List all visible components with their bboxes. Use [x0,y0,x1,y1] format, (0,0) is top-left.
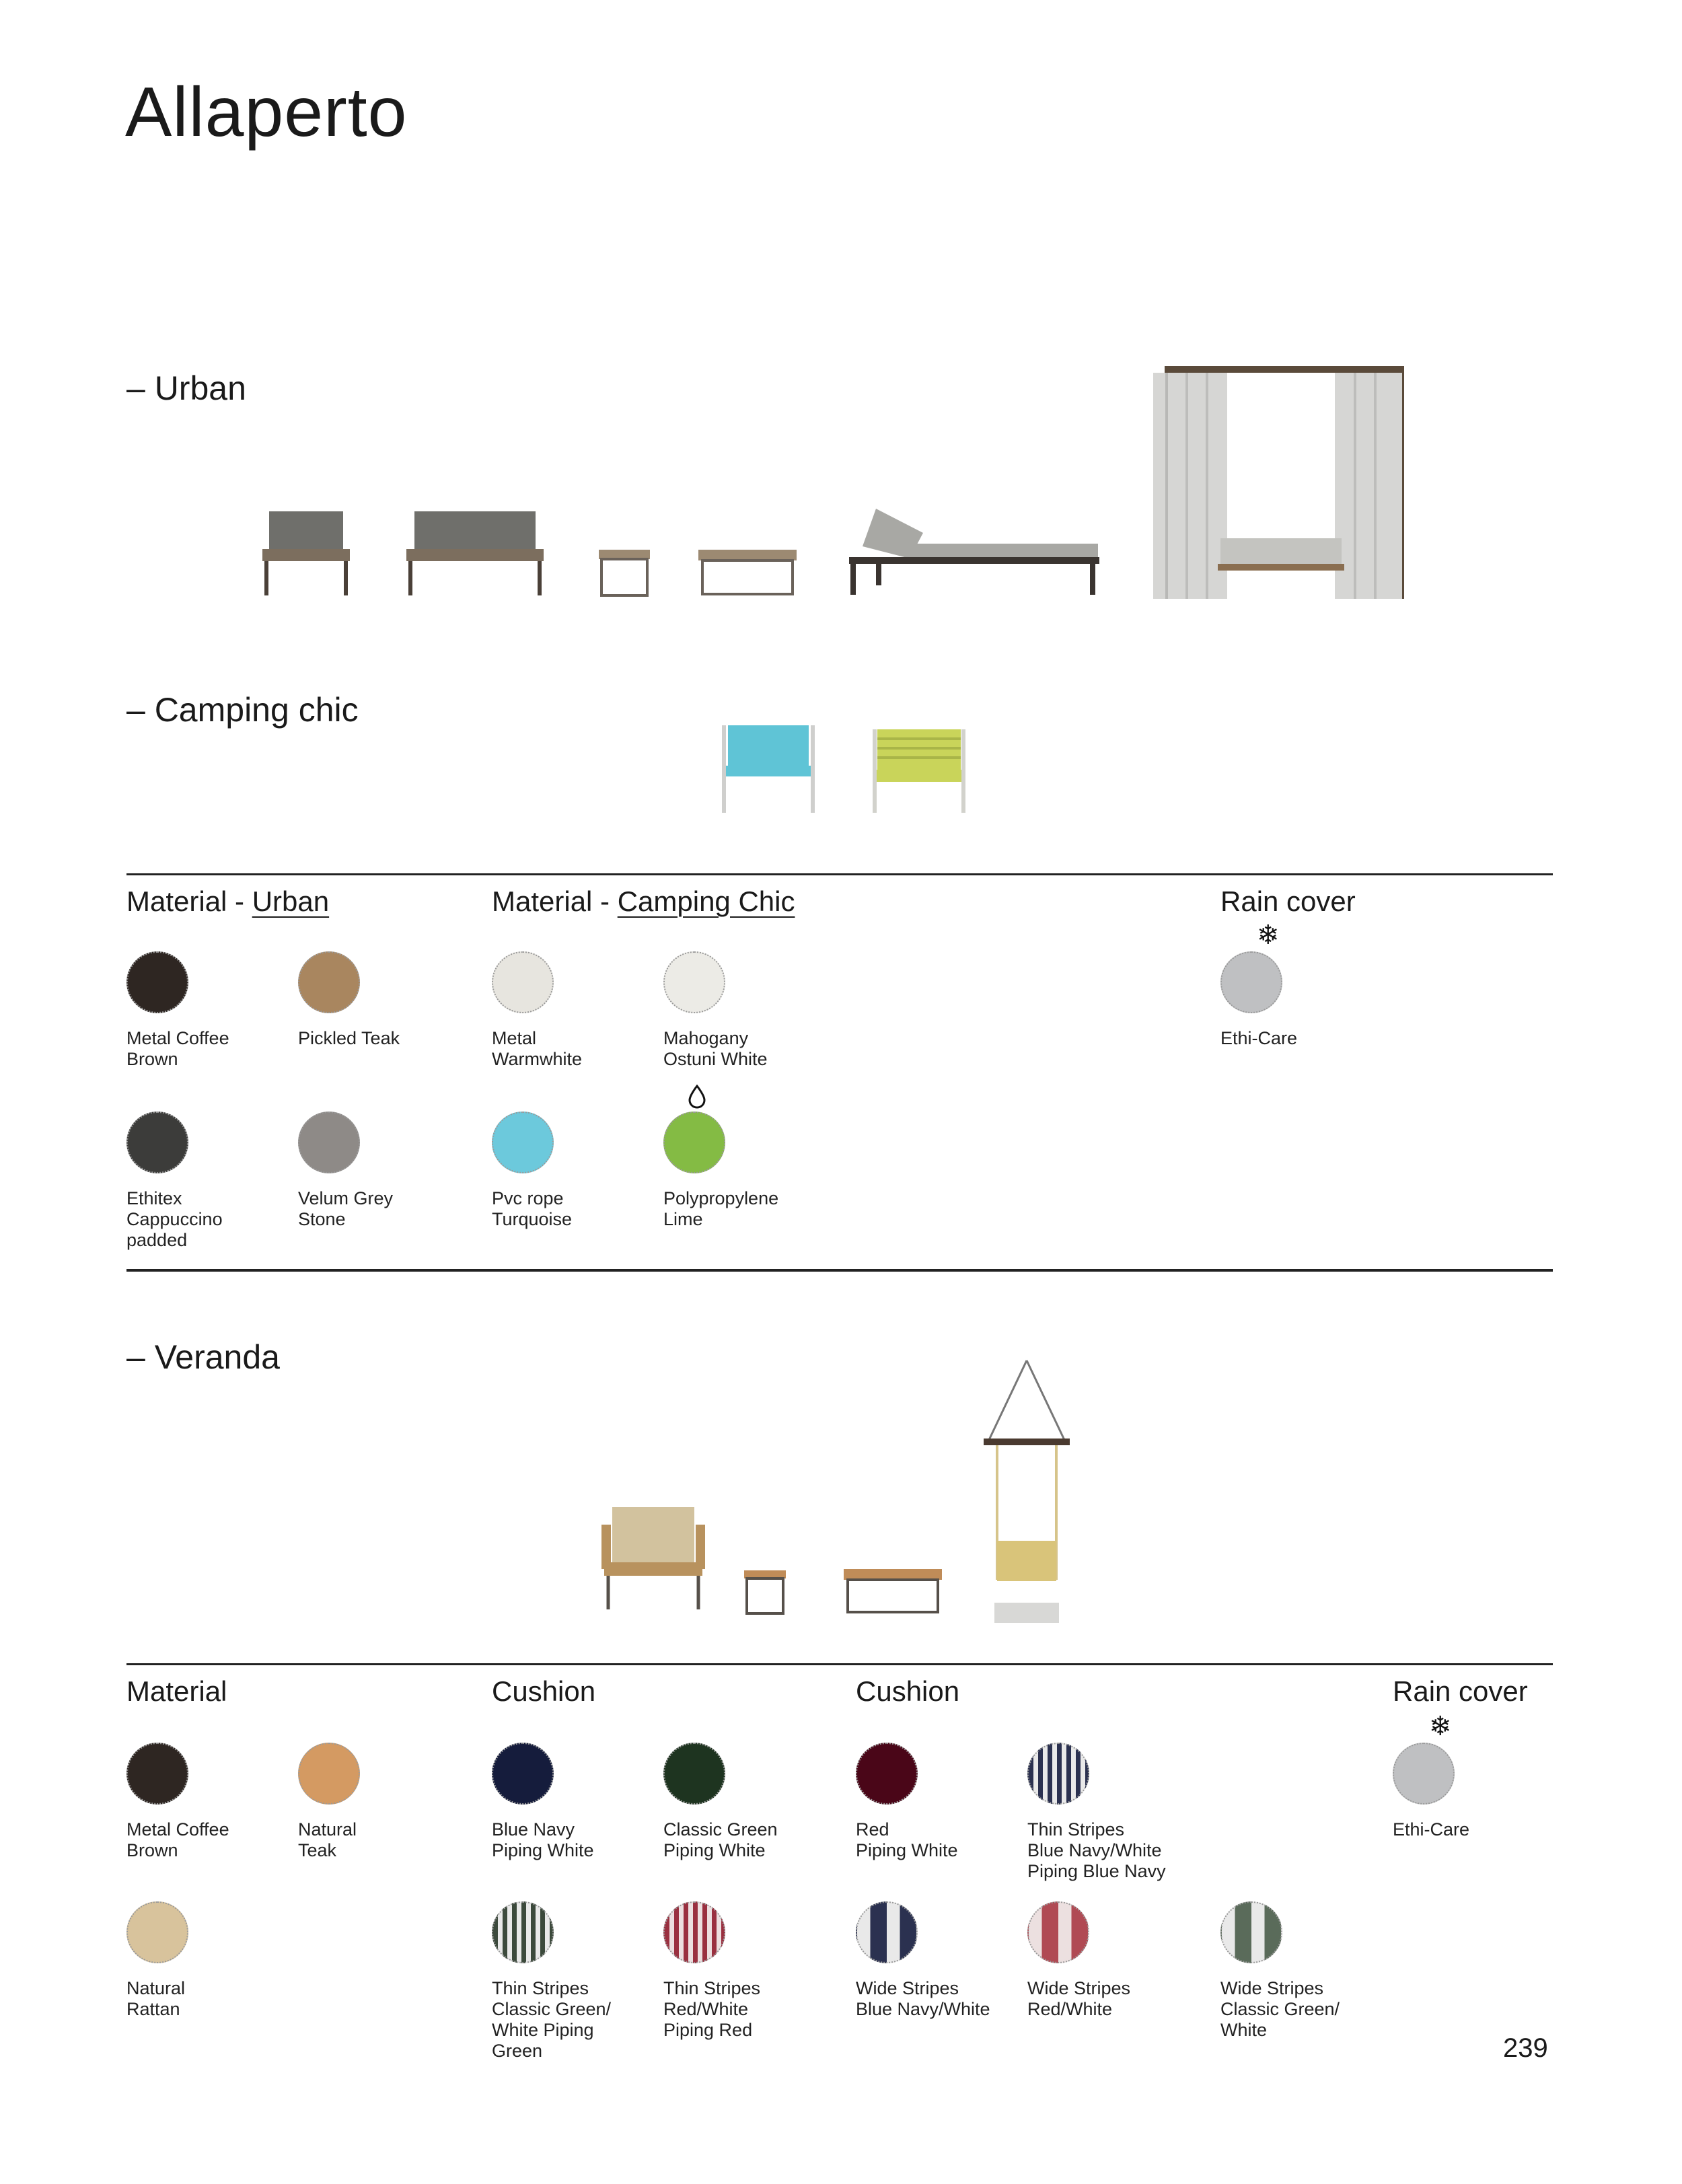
rain-cover-header-bottom: Rain cover [1393,1675,1528,1707]
veranda-side-table-image [743,1569,787,1616]
snowflake-icon: ❄ [1429,1712,1452,1741]
material-camping-link[interactable]: Camping Chic [617,885,795,917]
bottom-swatch-label: Natural Rattan [126,1978,186,2019]
material-camping-header [492,885,795,918]
bottom-swatch-label: Blue Navy Piping White [492,1819,594,1860]
bottom-swatch-label: Classic Green Piping White [663,1819,778,1860]
material-header: Material [126,1675,227,1707]
bottom-swatch-label: Metal Coffee Brown [126,1819,229,1860]
bottom-swatch[interactable] [1220,1901,1282,1963]
cushion-header-2: Cushion [856,1675,960,1707]
top-swatch[interactable] [298,1112,360,1173]
top-swatch[interactable] [492,1112,554,1173]
veranda-hanging-chair-image [984,1358,1070,1627]
top-swatch-label: Metal Coffee Brown [126,1028,229,1069]
top-swatch[interactable] [492,951,554,1013]
bottom-swatch[interactable] [1027,1901,1089,1963]
bottom-swatch-label: Natural Teak [298,1819,357,1860]
bottom-swatch[interactable] [663,1901,725,1963]
divider-bottom [126,1663,1553,1665]
bottom-swatch-label: Red Piping White [856,1819,958,1860]
material-urban-link[interactable]: Urban [252,885,330,917]
bottom-swatch[interactable] [492,1743,554,1805]
top-swatch-label: Ethi-Care [1220,1028,1298,1048]
top-swatch-label: Metal Warmwhite [492,1028,583,1069]
camping-lime-armchair-image [869,727,969,815]
material-urban-prefix: Material - [126,885,252,917]
bottom-swatch-label: Thin Stripes Blue Navy/White Piping Blue Navy [1027,1819,1166,1881]
page-title: Allaperto [125,73,408,151]
urban-side-table-image [597,548,651,599]
top-swatch[interactable] [126,951,188,1013]
urban-coffee-table-image [697,548,798,599]
urban-sofa-image [401,505,549,599]
bottom-swatch[interactable] [126,1743,188,1805]
veranda-coffee-table-image [842,1568,943,1616]
top-swatch-label: Pvc rope Turquoise [492,1188,573,1229]
top-swatch[interactable] [1220,951,1282,1013]
camping-turquoise-armchair-image [717,721,819,815]
bottom-swatch[interactable] [298,1743,360,1805]
divider-top [126,873,1553,875]
bottom-swatch[interactable] [126,1901,188,1963]
top-swatch-label: Polypropylene Lime [663,1188,779,1229]
top-swatch[interactable] [663,1112,725,1173]
bottom-swatch-label: Wide Stripes Classic Green/ White [1220,1978,1340,2040]
bottom-swatch-label: Ethi-Care [1393,1819,1470,1840]
top-swatch-label: Mahogany Ostuni White [663,1028,768,1069]
material-camping-prefix: Material - [492,885,618,917]
top-swatch-label: Pickled Teak [298,1028,400,1048]
bottom-swatch[interactable] [1393,1743,1455,1805]
snowflake-icon: ❄ [1257,920,1280,950]
urban-daybed-canopy-image [1153,363,1409,606]
bottom-swatch[interactable] [492,1901,554,1963]
urban-armchair-image [256,505,357,599]
bottom-swatch-label: Wide Stripes Red/White [1027,1978,1131,2019]
veranda-armchair-image [599,1504,708,1612]
divider-middle [126,1269,1553,1272]
top-swatch[interactable] [126,1112,188,1173]
bottom-swatch-label: Wide Stripes Blue Navy/White [856,1978,990,2019]
water-drop-icon [688,1085,706,1114]
page-number: 239 [1503,2033,1548,2063]
bottom-swatch-label: Thin Stripes Classic Green/ White Piping Green [492,1978,612,2061]
top-swatch[interactable] [298,951,360,1013]
bottom-swatch[interactable] [856,1901,918,1963]
material-urban-header [126,885,329,918]
bottom-swatch[interactable] [1027,1743,1089,1805]
top-swatch-label: Ethitex Cappuccino padded [126,1188,223,1250]
top-swatch-label: Velum Grey Stone [298,1188,394,1229]
section-camping-title: – Camping chic [126,691,359,729]
rain-cover-header-top: Rain cover [1220,885,1356,917]
section-veranda-title: – Veranda [126,1338,280,1376]
cushion-header-1: Cushion [492,1675,596,1707]
bottom-swatch[interactable] [856,1743,918,1805]
bottom-swatch-label: Thin Stripes Red/White Piping Red [663,1978,761,2040]
top-swatch[interactable] [663,951,725,1013]
bottom-swatch[interactable] [663,1743,725,1805]
urban-sun-lounger-image [849,506,1105,600]
section-urban-title: – Urban [126,369,246,407]
